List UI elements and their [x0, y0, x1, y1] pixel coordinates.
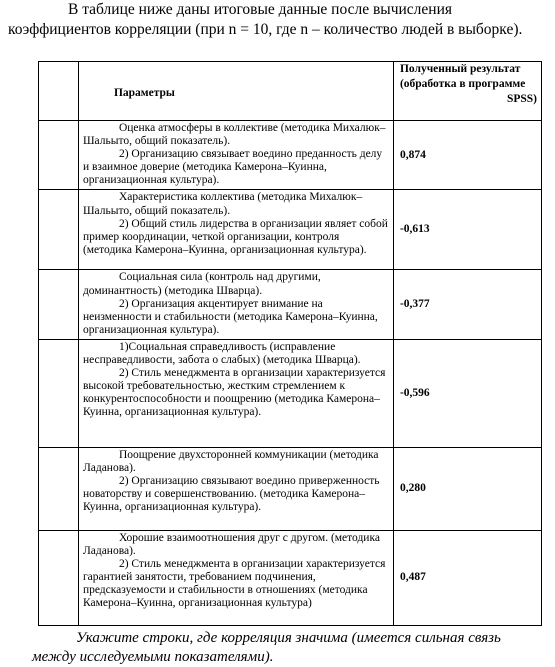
- row-param-2: 2) Стиль менеджмента в организации характеризуется высокой требовательностью, жестким стремлением к конкурентоспособности и поощрению (методика Камерона–Куинна, организационная культура).: [82, 367, 386, 419]
- row-parameters: [78, 530, 393, 625]
- row-index-cell: [39, 530, 79, 625]
- row-parameters: [78, 270, 393, 339]
- row-param-1: Социальная сила (контроль над другими, доминантность) (методика Шварца).: [82, 271, 321, 297]
- row-index-cell: [39, 121, 79, 190]
- row-param-1: Оценка атмосферы в коллективе (методика Михалюк–Шальыто, общий показатель).: [82, 122, 386, 148]
- header-empty-cell: [39, 62, 79, 121]
- row-value: 0,280: [393, 447, 541, 530]
- row-parameters: [78, 339, 393, 447]
- row-parameters: [78, 121, 393, 190]
- row-param-2: 2) Общий стиль лидерства в организации являет собой пример координации, четкой организации, контроля (методика Камерона–Куинна, организационная культура).: [82, 217, 388, 256]
- row-value: 0,487: [393, 530, 541, 625]
- row-param-1: Характеристика коллектива (методика Михалюк–Шальыто, общий показатель).: [82, 191, 363, 217]
- row-index-cell: [39, 270, 79, 339]
- table-row: [39, 339, 542, 447]
- table-row: [39, 190, 542, 270]
- row-parameters: [78, 447, 393, 530]
- header-result-line1: Полученный результат (обработка в программе: [399, 63, 526, 90]
- table-row: [39, 530, 542, 625]
- row-parameters: [78, 190, 393, 270]
- question-text: Укажите строки, где корреляция значима (имеется сильная связь между исследуемыми показателями).: [32, 630, 501, 665]
- table-header-row: [39, 62, 542, 121]
- row-value: -0,596: [393, 339, 541, 447]
- row-param-2: 2) Стиль менеджмента в организации характеризуется гарантией занятости, требованием подчинения, предсказуемости и стабильности в отношениях (методика Камерона–Куинна, организационная культура): [82, 558, 386, 610]
- table-row: [39, 121, 542, 190]
- row-param-1: Хорошие взаимоотношения друг с другом. (методика Ладанова).: [82, 531, 380, 558]
- row-index-cell: [39, 190, 79, 270]
- row-param-1: 1)Социальная справедливость (исправление несправедливости, забота о слабых) (методика Шварца).: [82, 340, 361, 367]
- row-value: -0,377: [393, 270, 541, 339]
- row-param-1: Поощрение двухсторонней коммуникации (методика Ладанова).: [82, 448, 379, 475]
- header-result-line2: SPSS): [506, 93, 537, 105]
- header-result: [393, 62, 541, 121]
- row-param-2: 2) Организация акцентирует внимание на неизменности и стабильности (методика Камерона–Куинна, организационная культура).: [82, 297, 378, 336]
- row-index-cell: [39, 447, 79, 530]
- row-value: -0,613: [393, 190, 541, 270]
- row-param-2: 2) Организацию связывает воедино преданность делу и взаимное доверие (методика Камерона–Куинна, организационная культура).: [82, 148, 383, 187]
- table-row: [39, 270, 542, 339]
- header-parameters: Параметры: [78, 62, 393, 121]
- intro-paragraph: [8, 0, 548, 40]
- row-index-cell: [39, 339, 79, 447]
- table-row: [39, 447, 542, 530]
- intro-line-2: коэффициентов корреляции (при n = 10, где n – количество людей в выборке).: [8, 21, 523, 38]
- row-value: 0,874: [393, 121, 541, 190]
- intro-line-1: В таблице ниже даны итоговые данные после вычисления: [68, 1, 453, 18]
- row-param-2: 2) Организацию связывают воедино приверженность новаторству и совершенствованию. (методика Камерона–Куинна, организационная культура).: [82, 475, 380, 514]
- correlation-table: [38, 61, 542, 626]
